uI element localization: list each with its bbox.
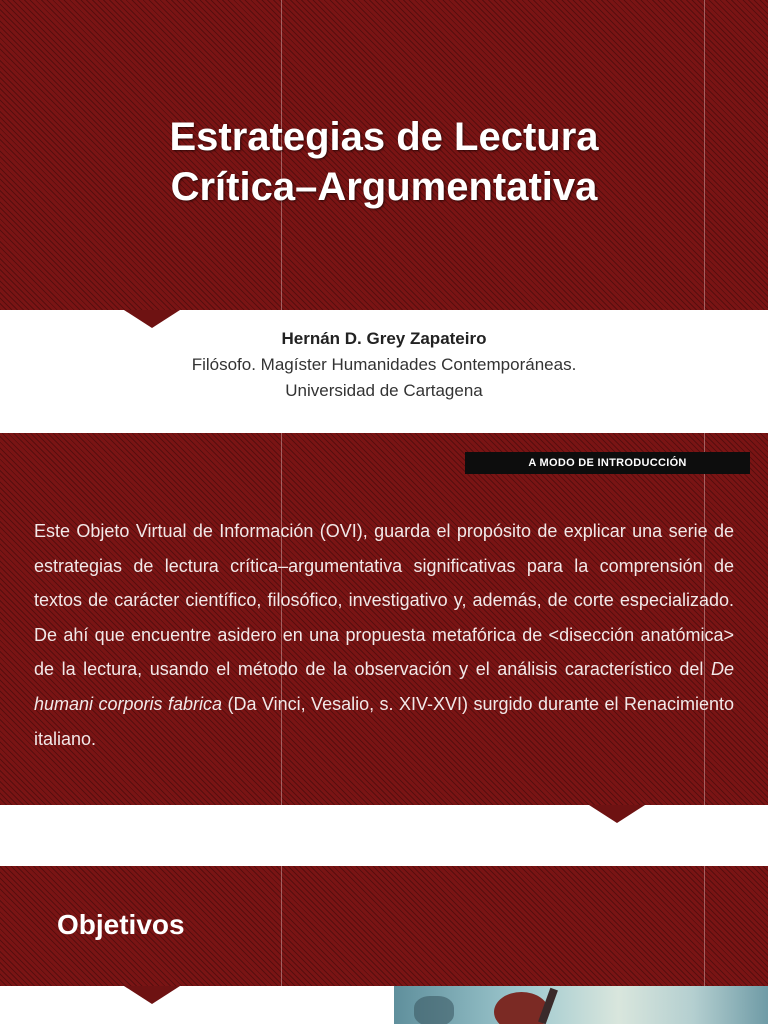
- intro-text-part2: (Da Vinci, Vesalio, s. XIV-XVI) surgido durante el Renacimiento italiano.: [34, 693, 734, 749]
- section-tag: A MODO DE INTRODUCCIÓN: [465, 452, 750, 474]
- title-line-1: Estrategias de Lectura: [169, 115, 599, 159]
- title-line-2: Crítica–Argumentativa: [170, 165, 598, 209]
- intro-text-part1: Este Objeto Virtual de Información (OVI), guarda el propósito de explicar una serie de estrategias de lectura crítica–argumentativa significativas para la comprensión de textos de carácter científico, filosófico, investigativo y, además, de corte especializado. De ahí que encuentre asidero en una propuesta metafórica de <disección anatómica> de la lectura, usando el método de la observación y el análisis característico del: [34, 521, 734, 680]
- band-notch: [589, 805, 645, 823]
- band-notch: [124, 986, 180, 1004]
- vertical-rule: [281, 866, 282, 986]
- author-block: [0, 326, 768, 404]
- intro-paragraph: [34, 514, 734, 756]
- author-institution: Universidad de Cartagena: [285, 381, 483, 400]
- author-name: Hernán D. Grey Zapateiro: [281, 329, 487, 348]
- vertical-rule: [704, 866, 705, 986]
- author-credentials: Filósofo. Magíster Humanidades Contemporáneas.: [191, 355, 577, 374]
- page-title: [0, 112, 768, 212]
- title-band: [0, 0, 768, 310]
- objectives-heading: Objetivos: [57, 909, 185, 940]
- illustration-image: [394, 986, 768, 1024]
- intro-italic-title: De humani corporis fabrica: [34, 659, 734, 714]
